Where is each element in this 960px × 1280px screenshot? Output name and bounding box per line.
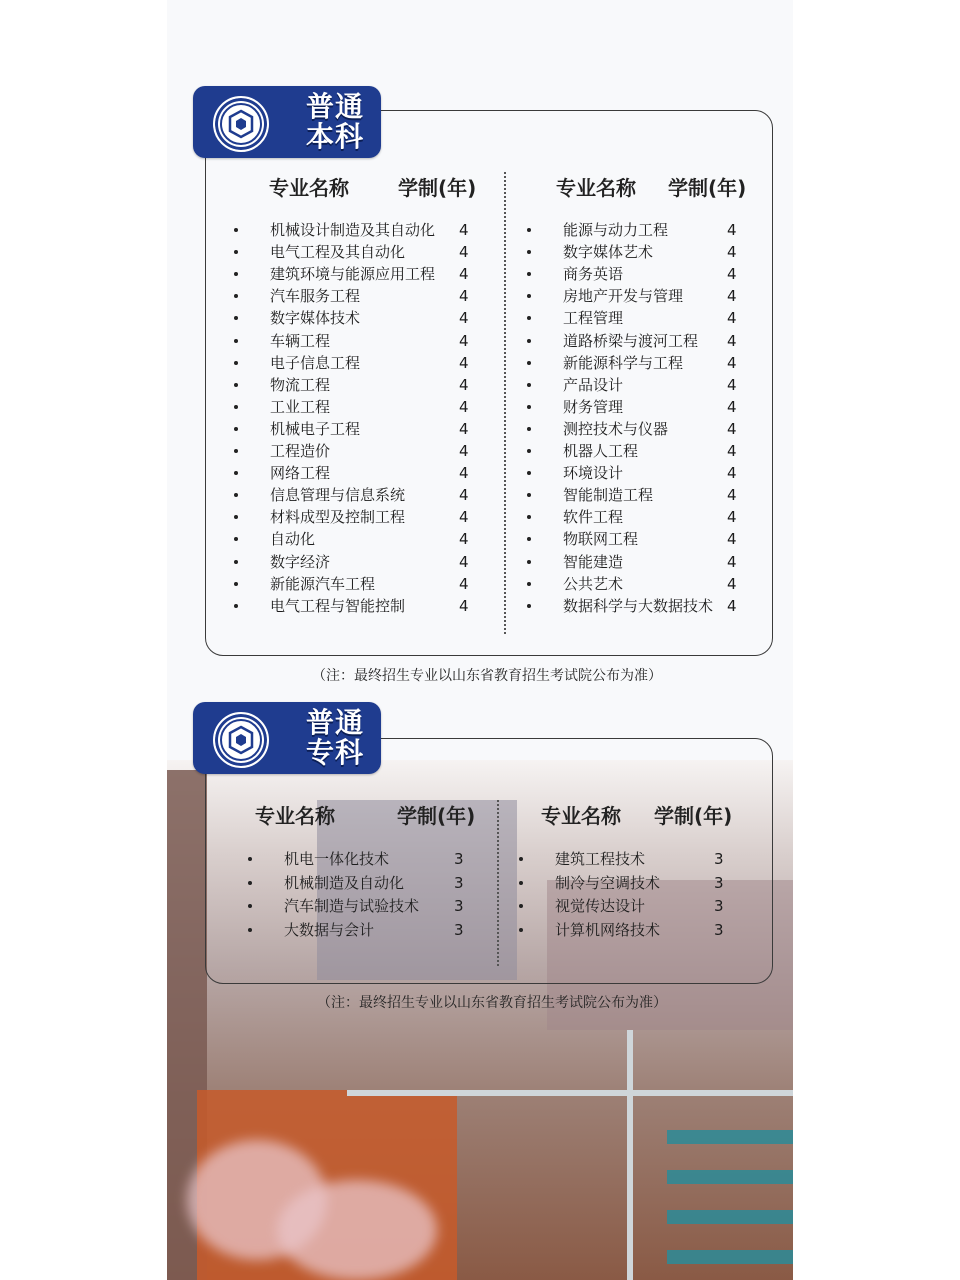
major-name: 商务英语	[563, 265, 624, 284]
study-years: 3	[454, 850, 464, 868]
study-years: 3	[454, 897, 464, 916]
major-name: 视觉传达设计	[555, 897, 646, 916]
study-years: 4	[459, 397, 469, 416]
study-years: 4	[459, 243, 469, 262]
major-name: 工程管理	[563, 309, 624, 328]
major-name: 电子信息工程	[270, 353, 361, 372]
study-years: 4	[727, 464, 737, 483]
list-item	[248, 919, 488, 941]
major-name: 车辆工程	[270, 331, 331, 350]
major-name: 机器人工程	[563, 442, 639, 460]
left-header-years: 学制(年)	[398, 176, 477, 200]
major-name: 机械制造及自动化	[284, 873, 405, 892]
study-years: 4	[727, 530, 737, 549]
major-name: 建筑工程技术	[555, 850, 646, 868]
right-header-name: 专业名称	[541, 804, 621, 828]
major-name: 房地产开发与管理	[563, 287, 684, 306]
study-years: 4	[727, 574, 737, 593]
badge-title-line2: 专科	[305, 736, 364, 769]
study-years: 4	[727, 331, 737, 350]
bullet-dot-icon	[248, 881, 252, 885]
study-years: 4	[459, 265, 469, 284]
stair-step	[667, 1250, 793, 1264]
right-header-years: 学制(年)	[654, 804, 733, 828]
study-years: 4	[727, 486, 737, 505]
college-badge	[193, 702, 381, 774]
undergrad-note: （注：最终招生专业以山东省教育招生考试院公布为准）	[312, 668, 662, 684]
badge-title-line2: 本科	[305, 120, 364, 153]
major-name: 新能源科学与工程	[563, 353, 684, 372]
major-name: 物联网工程	[563, 530, 639, 549]
major-name: 建筑环境与能源应用工程	[270, 265, 436, 284]
study-years: 4	[459, 508, 469, 527]
study-years: 4	[727, 353, 737, 372]
handrail-post	[627, 1030, 633, 1280]
major-name: 道路桥梁与渡河工程	[563, 331, 699, 350]
study-years: 4	[459, 353, 469, 372]
bullet-dot-icon	[519, 928, 523, 932]
major-name: 新能源汽车工程	[270, 574, 376, 593]
college-note: （注：最终招生专业以山东省教育招生考试院公布为准）	[317, 995, 667, 1011]
blossom-blur	[277, 1180, 437, 1280]
left-header-years: 学制(年)	[397, 804, 476, 828]
college-section	[167, 0, 793, 1010]
major-name: 机械电子工程	[270, 419, 361, 438]
page	[167, 0, 793, 1280]
major-name: 工程造价	[270, 442, 331, 460]
major-name: 电气工程与智能控制	[270, 596, 406, 615]
study-years: 4	[727, 442, 737, 460]
major-name: 测控技术与仪器	[563, 419, 669, 438]
study-years: 4	[459, 309, 469, 328]
major-name: 电气工程及其自动化	[270, 243, 406, 262]
major-name: 产品设计	[563, 375, 624, 394]
study-years: 4	[459, 331, 469, 350]
study-years: 4	[727, 552, 737, 571]
major-name: 数据科学与大数据技术	[563, 596, 714, 615]
major-name: 信息管理与信息系统	[270, 486, 406, 505]
major-name: 软件工程	[563, 508, 624, 527]
study-years: 3	[714, 897, 724, 916]
right-header-years: 学制(年)	[668, 176, 747, 200]
bullet-dot-icon	[519, 857, 523, 861]
major-name: 计算机网络技术	[555, 921, 661, 940]
major-name: 物流工程	[270, 375, 331, 394]
study-years: 4	[727, 419, 737, 438]
study-years: 4	[727, 596, 737, 615]
stair-step	[667, 1170, 793, 1184]
left-header-name: 专业名称	[269, 176, 349, 200]
badge-title-line1: 普通	[305, 90, 364, 123]
study-years: 3	[714, 921, 724, 940]
major-name: 网络工程	[270, 464, 331, 483]
study-years: 4	[727, 221, 737, 239]
major-name: 自动化	[270, 530, 316, 549]
study-years: 4	[727, 265, 737, 284]
list-item	[248, 872, 488, 894]
study-years: 4	[459, 596, 469, 615]
major-name: 工业工程	[270, 397, 331, 416]
handrail	[347, 1090, 793, 1096]
list-item	[248, 895, 488, 917]
study-years: 3	[714, 873, 724, 892]
badge-title	[299, 708, 371, 768]
list-item	[519, 848, 759, 870]
study-years: 3	[454, 873, 464, 892]
bullet-dot-icon	[248, 904, 252, 908]
major-name: 环境设计	[563, 464, 624, 483]
list-item	[519, 919, 759, 941]
bullet-dot-icon	[248, 857, 252, 861]
study-years: 4	[459, 486, 469, 505]
major-name: 机电一体化技术	[284, 850, 390, 868]
list-item	[519, 872, 759, 894]
study-years: 4	[727, 243, 737, 262]
study-years: 4	[727, 287, 737, 306]
left-header-name: 专业名称	[255, 804, 335, 828]
study-years: 4	[727, 508, 737, 527]
study-years: 4	[459, 375, 469, 394]
major-name: 汽车制造与试验技术	[284, 897, 420, 916]
major-name: 数字经济	[270, 552, 331, 571]
major-name: 智能制造工程	[563, 486, 654, 505]
major-name: 大数据与会计	[284, 921, 375, 940]
major-name: 汽车服务工程	[270, 287, 361, 306]
major-name: 机械设计制造及其自动化	[270, 221, 436, 239]
study-years: 3	[714, 850, 724, 868]
study-years: 4	[727, 375, 737, 394]
study-years: 4	[459, 552, 469, 571]
study-years: 4	[459, 442, 469, 460]
major-name: 财务管理	[563, 397, 624, 416]
column-divider	[497, 800, 499, 966]
study-years: 4	[459, 221, 469, 239]
list-item	[248, 848, 488, 870]
major-name: 能源与动力工程	[563, 221, 669, 239]
study-years: 4	[727, 397, 737, 416]
major-name: 智能建造	[563, 552, 624, 571]
right-header-name: 专业名称	[556, 176, 636, 200]
study-years: 4	[459, 574, 469, 593]
study-years: 4	[459, 287, 469, 306]
major-name: 数字媒体艺术	[563, 243, 654, 262]
study-years: 4	[459, 530, 469, 549]
stair-step	[667, 1130, 793, 1144]
university-seal-icon	[213, 712, 269, 768]
badge-title-line1: 普通	[305, 706, 364, 739]
study-years: 4	[727, 309, 737, 328]
study-years: 3	[454, 921, 464, 940]
major-name: 制冷与空调技术	[555, 873, 661, 892]
major-name: 公共艺术	[563, 574, 624, 593]
study-years: 4	[459, 419, 469, 438]
study-years: 4	[459, 464, 469, 483]
list-item	[519, 895, 759, 917]
major-name: 数字媒体技术	[270, 309, 361, 328]
stair-step	[667, 1210, 793, 1224]
major-name: 材料成型及控制工程	[270, 508, 406, 527]
bullet-dot-icon	[519, 904, 523, 908]
bullet-dot-icon	[519, 881, 523, 885]
bullet-dot-icon	[248, 928, 252, 932]
